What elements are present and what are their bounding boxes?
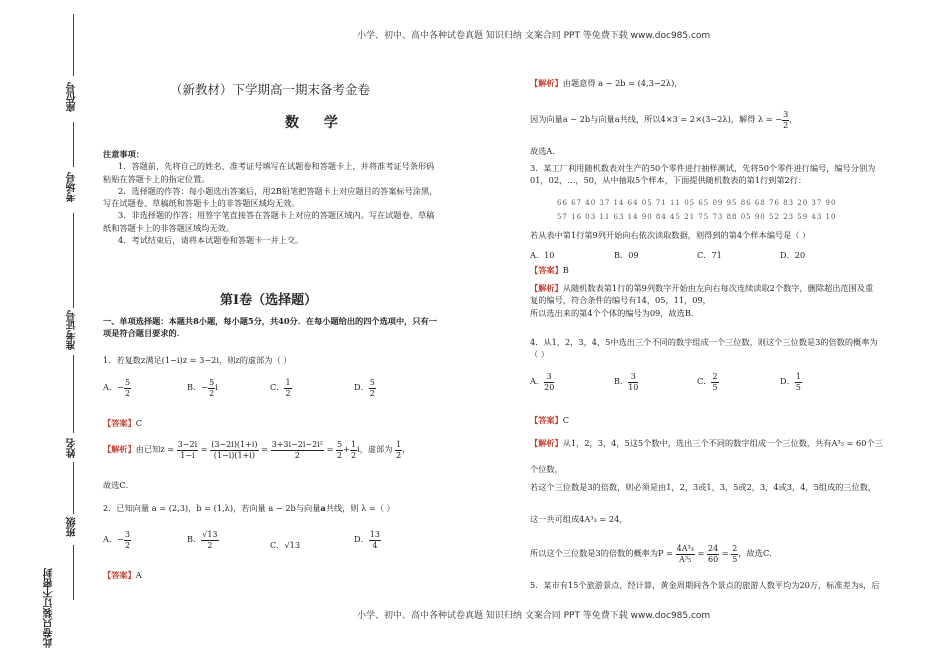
random-table-row-2: 57 16 03 11 63 14 90 84 45 21 75 73 88 05 90 52 23 59 43 10: [557, 213, 837, 221]
q4-option-a: A． $\frac{3}{20}$: [530, 372, 555, 392]
q1-solution: 【解析】由已知z = $\frac{3-2i}{1-i}$ = $\frac{(3-2i)(1+i)}{(1-i)(1+i)}$ = $\frac{\text{3+3i−2i−2i²}}{2}$ = $\frac{5}{2}$ + $\frac{1}{2}$ i，虚部为 $\frac{1}{2}$ ，: [103, 440, 411, 460]
q3-line: 01，02，…，50，从中抽取5个样本，下面提供随机数表的第1行到第2行：: [530, 175, 807, 186]
q4-solution-line: 若这个三位数是3的倍数，则必须是由1，2，3或1，3，5或2，3，4或3，4，5组成的三位数，: [530, 482, 877, 492]
q3-option-c: C．71: [697, 250, 722, 260]
q4-solution-line: 个位数，: [530, 464, 563, 474]
exam-room-label: 考场号: [67, 172, 78, 202]
name-label: 姓名: [67, 438, 78, 458]
footer-banner: 小学、初中、高中各种试卷真题 知识归纳 文案合同 PPT 等免费下载 www.doc985.com: [357, 611, 711, 621]
q2-solution-line: 因为向量a − 2b与向量a共线，所以4×3 = 2×(3−2λ)，解得 λ = − $\frac{3}{2}$ ，: [530, 110, 798, 130]
notice-line: 1．答题前，先将自己的姓名、准考证号填写在试题卷和答题卡上，并将准考证号条形码: [118, 161, 435, 172]
q1-option-c: C． $\frac{1}{2}$: [270, 378, 291, 398]
notice-line: 4．考试结束后，请将本试题卷和答题卡一并上交。: [118, 235, 304, 246]
q1-option-b: B．− $\frac{5}{2}$ i: [187, 378, 218, 398]
q1-answer: 【答案】C: [103, 418, 143, 428]
q4-option-d: D． $\frac{1}{5}$: [780, 372, 801, 392]
seal-notice: 此卷只装订不密封: [44, 568, 55, 648]
q4-solution-line: 这一共可组成4A³₃ = 24，: [530, 514, 628, 524]
random-table-row-1: 66 67 40 37 14 64 05 71 11 05 65 09 95 86 68 76 83 20 37 90: [557, 199, 837, 207]
notice-block: [103, 148, 438, 246]
q2-option-a: A．− $\frac{3}{2}$: [103, 530, 131, 550]
q2-solution: 【解析】由题意得 a − 2b = (4,3−2λ)，: [530, 78, 683, 88]
q3-option-d: D．20: [780, 250, 806, 260]
notice-line: 纸和答题卡上的非答题区域均无效。: [103, 222, 235, 233]
q4-solution: 【解析】从1，2，3，4，5这5个数中，选出三个不同的数字组成一个三位数，共有A³₅ = 60个三: [530, 438, 883, 448]
notice-line: 写在试题卷、草稿纸和答题卡上的非答题区域均无效。: [103, 198, 300, 209]
q4-line: 4．从1，2，3，4，5中选出三个不同的数字组成一个三位数，则这个三位数是3的倍数的概率为: [530, 337, 878, 347]
header-banner: 小学、初中、高中各种试卷真题 知识归纳 文案合同 PPT 等免费下载 www.doc985.com: [357, 31, 711, 41]
question-1: 1．若复数z满足(1−i)z = 3−2i，则z的虚部为（ ）: [103, 355, 292, 365]
subject-title: 数 学: [285, 115, 348, 131]
q3-option-b: B．09: [614, 250, 639, 260]
q2-option-d: D． $\frac{13}{4}$: [354, 530, 380, 550]
question-2: 2．已知向量 a = (2,3)，b = (1,λ)，若向量 a − 2b与向量a共线，则 λ =（ ）: [103, 503, 395, 513]
class-label: 班级: [67, 517, 78, 537]
q2-option-b: B． $\frac{√13}{2}$: [187, 530, 218, 550]
q4-option-b: B． $\frac{3}{10}$: [614, 372, 639, 392]
margin-line: [73, 14, 74, 76]
question-3: [530, 162, 875, 187]
exam-title: （新教材）下学期高一期末备考金卷: [170, 82, 371, 97]
margin-line: [73, 122, 74, 167]
part1-line: 项是符合题目要求的．: [103, 328, 185, 339]
margin-line: [73, 213, 74, 308]
q4-answer: 【答案】C: [530, 415, 570, 425]
margin-line: [73, 462, 74, 514]
q1-option-a: A．− $\frac{5}{2}$: [103, 378, 131, 398]
q3-prompt: 若从表中第1行第9列开始向右依次读取数据，则得到的第4个样本编号是（ ）: [530, 230, 811, 240]
q1-option-d: D． $\frac{5}{2}$: [354, 378, 375, 398]
q2-option-c: C．√13: [270, 540, 301, 550]
q3-line: 3．某工厂利用随机数表对生产的50个零件进行抽样测试，先将50个零件进行编号，编号分别为: [530, 163, 876, 173]
q4-probability: 所以这个三位数是3的倍数的概率为P = $\frac{\text{4A³₃}}{\text{A³₅}}$ = $\frac{24}{60}$ = $\frac{2}{5}$ ，故选C．: [530, 544, 778, 564]
q1-conclusion: 故选C．: [103, 480, 134, 490]
ticket-number-label: 准考证号: [67, 310, 78, 350]
q3-solution-line: 复的编号，符合条件的编号有14，05，11，09，: [530, 295, 711, 306]
notice-line: 粘贴在答题卡上的指定位置。: [103, 173, 210, 184]
q3-option-a: A．10: [530, 250, 555, 260]
margin-line: [73, 545, 74, 600]
q4-line: （ ）: [530, 349, 549, 360]
q2-conclusion: 故选A．: [530, 146, 561, 156]
part1-line: 一、单项选择题：本题共8小题，每小题5分，共40分．在每小题给出的四个选项中，只有一: [103, 316, 437, 326]
q3-solution-line: 所以选出来的第4个个体的编号为09，故选B．: [530, 307, 700, 318]
notice-heading: 注意事项：: [103, 149, 144, 159]
q3-answer: 【答案】B: [530, 265, 569, 275]
q2-answer: 【答案】A: [103, 570, 142, 580]
margin-line: [73, 355, 74, 433]
seat-number-label: 座位号: [67, 82, 78, 112]
q3-solution: 【解析】从随机数表第1行的第9列数字开始由左向右每次连续读取2个数字，删除超出范围及重 复的编号，符合条件的编号有14，05，11，09， 所以选出来的第4个个体的编号为09，故选B．: [530, 283, 874, 318]
section-title: 第Ⅰ卷（选择题）: [220, 293, 318, 308]
part1-instructions: [103, 315, 437, 340]
question-5: 5．某市有15个旅游景点，经计算，黄金周期间各个景点的旅游人数平均为20万，标准差为s，后: [530, 580, 880, 590]
notice-line: 2．选择题的作答：每小题选出答案后，用2B铅笔把答题卡上对应题目的答案标号涂黑，: [118, 185, 438, 196]
question-4: [530, 336, 878, 361]
q4-option-c: C． $\frac{2}{5}$: [697, 372, 718, 392]
notice-line: 3．非选择题的作答：用签字笔直接答在答题卡上对应的答题区域内。写在试题卷、草稿: [118, 210, 435, 221]
